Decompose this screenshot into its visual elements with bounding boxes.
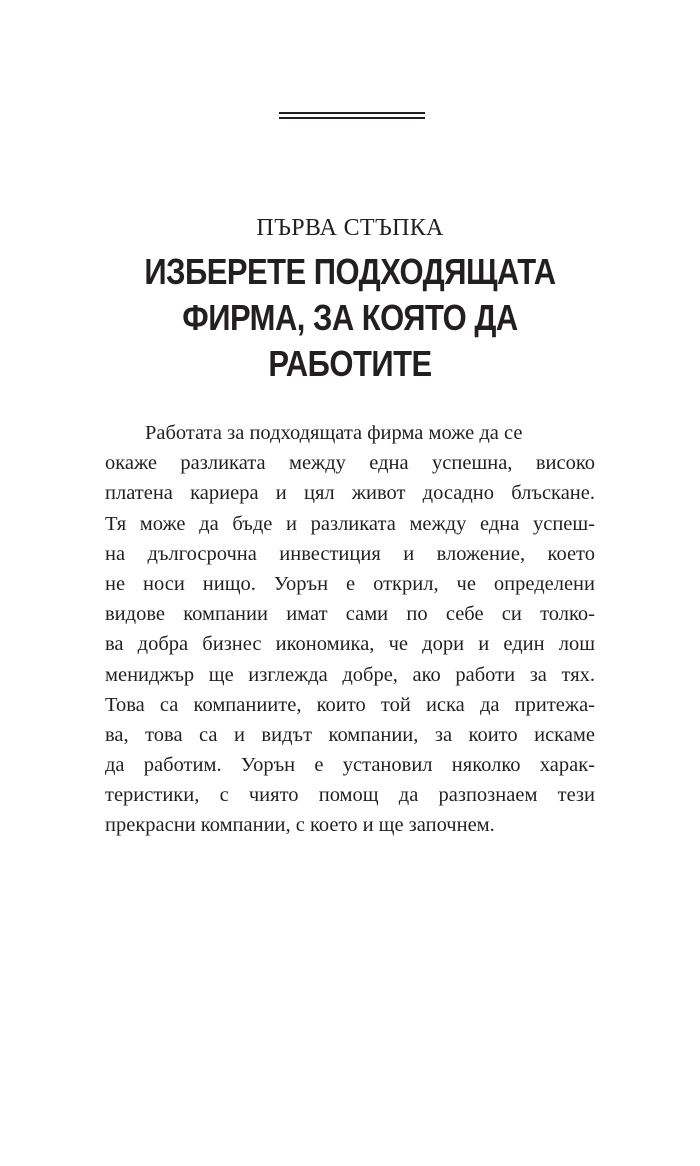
- paragraph-line: не носи нищо. Уорън е открил, че определени: [105, 572, 595, 595]
- paragraph-line: платена кариера и цял живот досадно блъскане.: [105, 482, 595, 505]
- paragraph-line: мениджър ще изглежда добре, ако работи за тях.: [105, 663, 595, 686]
- paragraph-line: Това са компаниите, които той иска да притежа-: [105, 693, 595, 716]
- paragraph-line: Тя може да бъде и разликата между една успеш-: [105, 512, 595, 535]
- paragraph-line: прекрасни компании, с което и ще започнем.: [105, 814, 495, 837]
- paragraph-line: на дългосрочна инвестиция и вложение, което: [105, 542, 595, 565]
- paragraph-line: видове компании имат сами по себе си толко-: [105, 603, 595, 626]
- paragraph-line: да работим. Уорън е установил няколко харак-: [105, 754, 595, 777]
- chapter-title-line: РАБОТИТЕ: [268, 343, 432, 384]
- ornament-line-top: [279, 112, 425, 114]
- paragraph-line: теристики, с чиято помощ да разпознаем тези: [105, 784, 595, 807]
- body-paragraph: [105, 418, 595, 841]
- double-rule-ornament: [279, 112, 425, 120]
- chapter-title-line: ФИРМА, ЗА КОЯТО ДА: [182, 297, 518, 338]
- step-label: ПЪРВА СТЪПКА: [256, 215, 444, 241]
- chapter-title-line: ИЗБЕРЕТЕ ПОДХОДЯЩАТА: [144, 251, 556, 292]
- paragraph-line: ва, това са и видът компании, за които искаме: [105, 723, 595, 746]
- paragraph-line: ва добра бизнес икономика, че дори и един лош: [105, 633, 595, 656]
- ornament-line-bottom: [279, 117, 425, 119]
- chapter-title: [135, 249, 565, 387]
- paragraph-line: окаже разликата между една успешна, високо: [105, 452, 595, 475]
- paragraph-line: Работата за подходящата фирма може да се: [145, 422, 523, 444]
